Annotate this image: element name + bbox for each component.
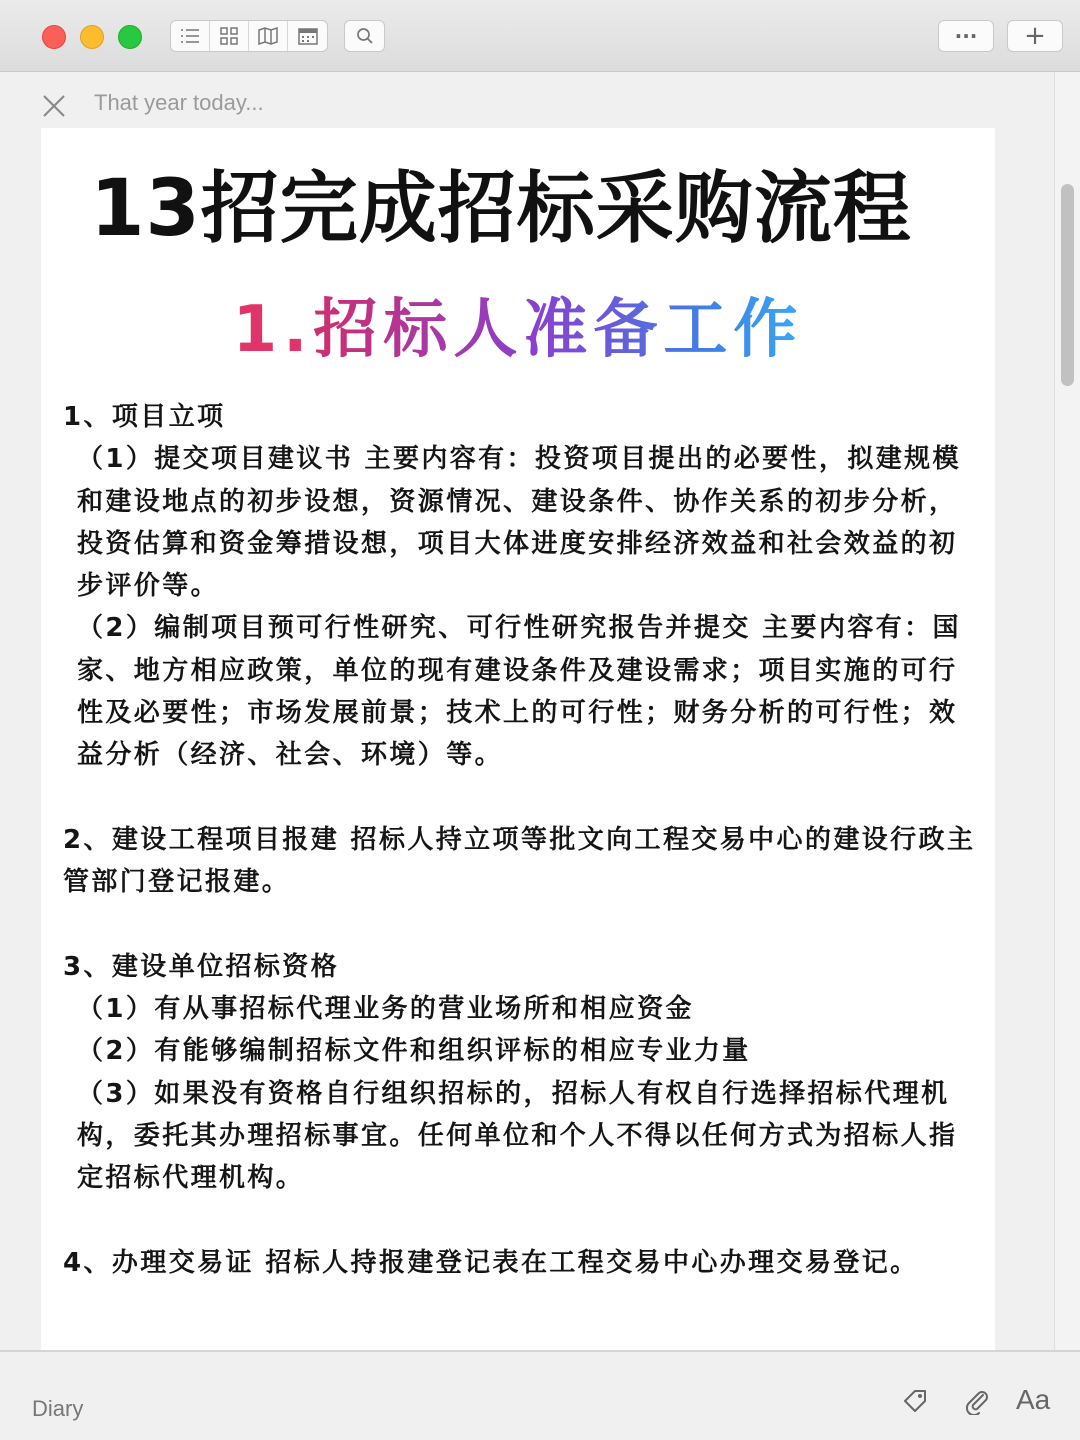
- subtitle-text: 招标人准备工作: [313, 293, 804, 367]
- search-button[interactable]: [344, 20, 385, 52]
- more-button[interactable]: [938, 20, 994, 52]
- map-view-button[interactable]: [249, 21, 288, 51]
- document-body: [63, 396, 983, 1284]
- search-icon: [356, 27, 374, 45]
- zoom-window-button[interactable]: [118, 25, 142, 49]
- grid-icon: [220, 27, 238, 45]
- window-titlebar: [0, 0, 1080, 72]
- calendar-view-button[interactable]: [288, 21, 327, 51]
- list-view-button[interactable]: [171, 21, 210, 51]
- entry-footer: [0, 1350, 1080, 1440]
- paragraph: （1）有从事招标代理业务的营业场所和相应资金: [77, 994, 694, 1025]
- paperclip-icon: [963, 1387, 991, 1415]
- attached-image: [41, 128, 995, 1350]
- paragraph: （3）如果没有资格自行组织招标的，招标人有权自行选择招标代理机构，委托其办理招标事宜。任何单位和个人不得以任何方式为招标人指定招标代理机构。: [77, 1078, 958, 1194]
- paragraph: 1、项目立项: [63, 402, 226, 432]
- paragraph: 4、办理交易证 招标人持报建登记表在工程交易中心办理交易登记。: [63, 1247, 919, 1278]
- paragraph-gap: [63, 1200, 983, 1242]
- tag-icon: [901, 1387, 929, 1415]
- list-icon: [180, 28, 200, 44]
- scrollbar-thumb[interactable]: [1061, 184, 1074, 386]
- subtitle-number: 1.: [232, 293, 314, 367]
- entry-title-field[interactable]: That year today...: [94, 90, 264, 115]
- view-switcher: [170, 20, 328, 52]
- paragraph: 3、建设单位招标资格: [63, 951, 340, 982]
- map-icon: [258, 27, 278, 45]
- paragraph: （2）有能够编制招标文件和组织评标的相应专业力量: [77, 1036, 751, 1067]
- close-icon[interactable]: [40, 92, 68, 120]
- font-settings-button[interactable]: Aa: [1016, 1384, 1051, 1415]
- paragraph-gap: [63, 777, 983, 819]
- journal-selector[interactable]: Diary: [32, 1396, 84, 1421]
- more-icon: ···: [954, 24, 978, 48]
- entry-editor: [0, 72, 1080, 1350]
- calendar-icon: [298, 27, 318, 45]
- paragraph-gap: [63, 904, 983, 946]
- document-subtitle: [41, 278, 995, 370]
- paragraph: （1）提交项目建议书 主要内容有：投资项目提出的必要性，拟建规模和建设地点的初步设想，资源情况、建设条件、协作关系的初步分析，投资估算和资金筹措设想，项目大体进度安排经济效益和社会效益的初步评价等。: [77, 444, 961, 602]
- attachment-button[interactable]: [962, 1386, 992, 1416]
- paragraph: （2）编制项目预可行性研究、可行性研究报告并提交 主要内容有：国家、地方相应政策，单位的现有建设条件及建设需求；项目实施的可行性及必要性；市场发展前景；技术上的可行性；财务分析的可行性；效益分析（经济、社会、环境）等。: [77, 613, 961, 771]
- new-entry-button[interactable]: [1007, 20, 1063, 52]
- close-window-button[interactable]: [42, 25, 66, 49]
- tag-button[interactable]: [900, 1386, 930, 1416]
- plus-icon: +: [1024, 21, 1046, 51]
- minimize-window-button[interactable]: [80, 25, 104, 49]
- grid-view-button[interactable]: [210, 21, 249, 51]
- document-title: 13招完成招标采购流程: [90, 164, 912, 254]
- paragraph: 2、建设工程项目报建 招标人持立项等批文向工程交易中心的建设行政主管部门登记报建。: [63, 824, 976, 898]
